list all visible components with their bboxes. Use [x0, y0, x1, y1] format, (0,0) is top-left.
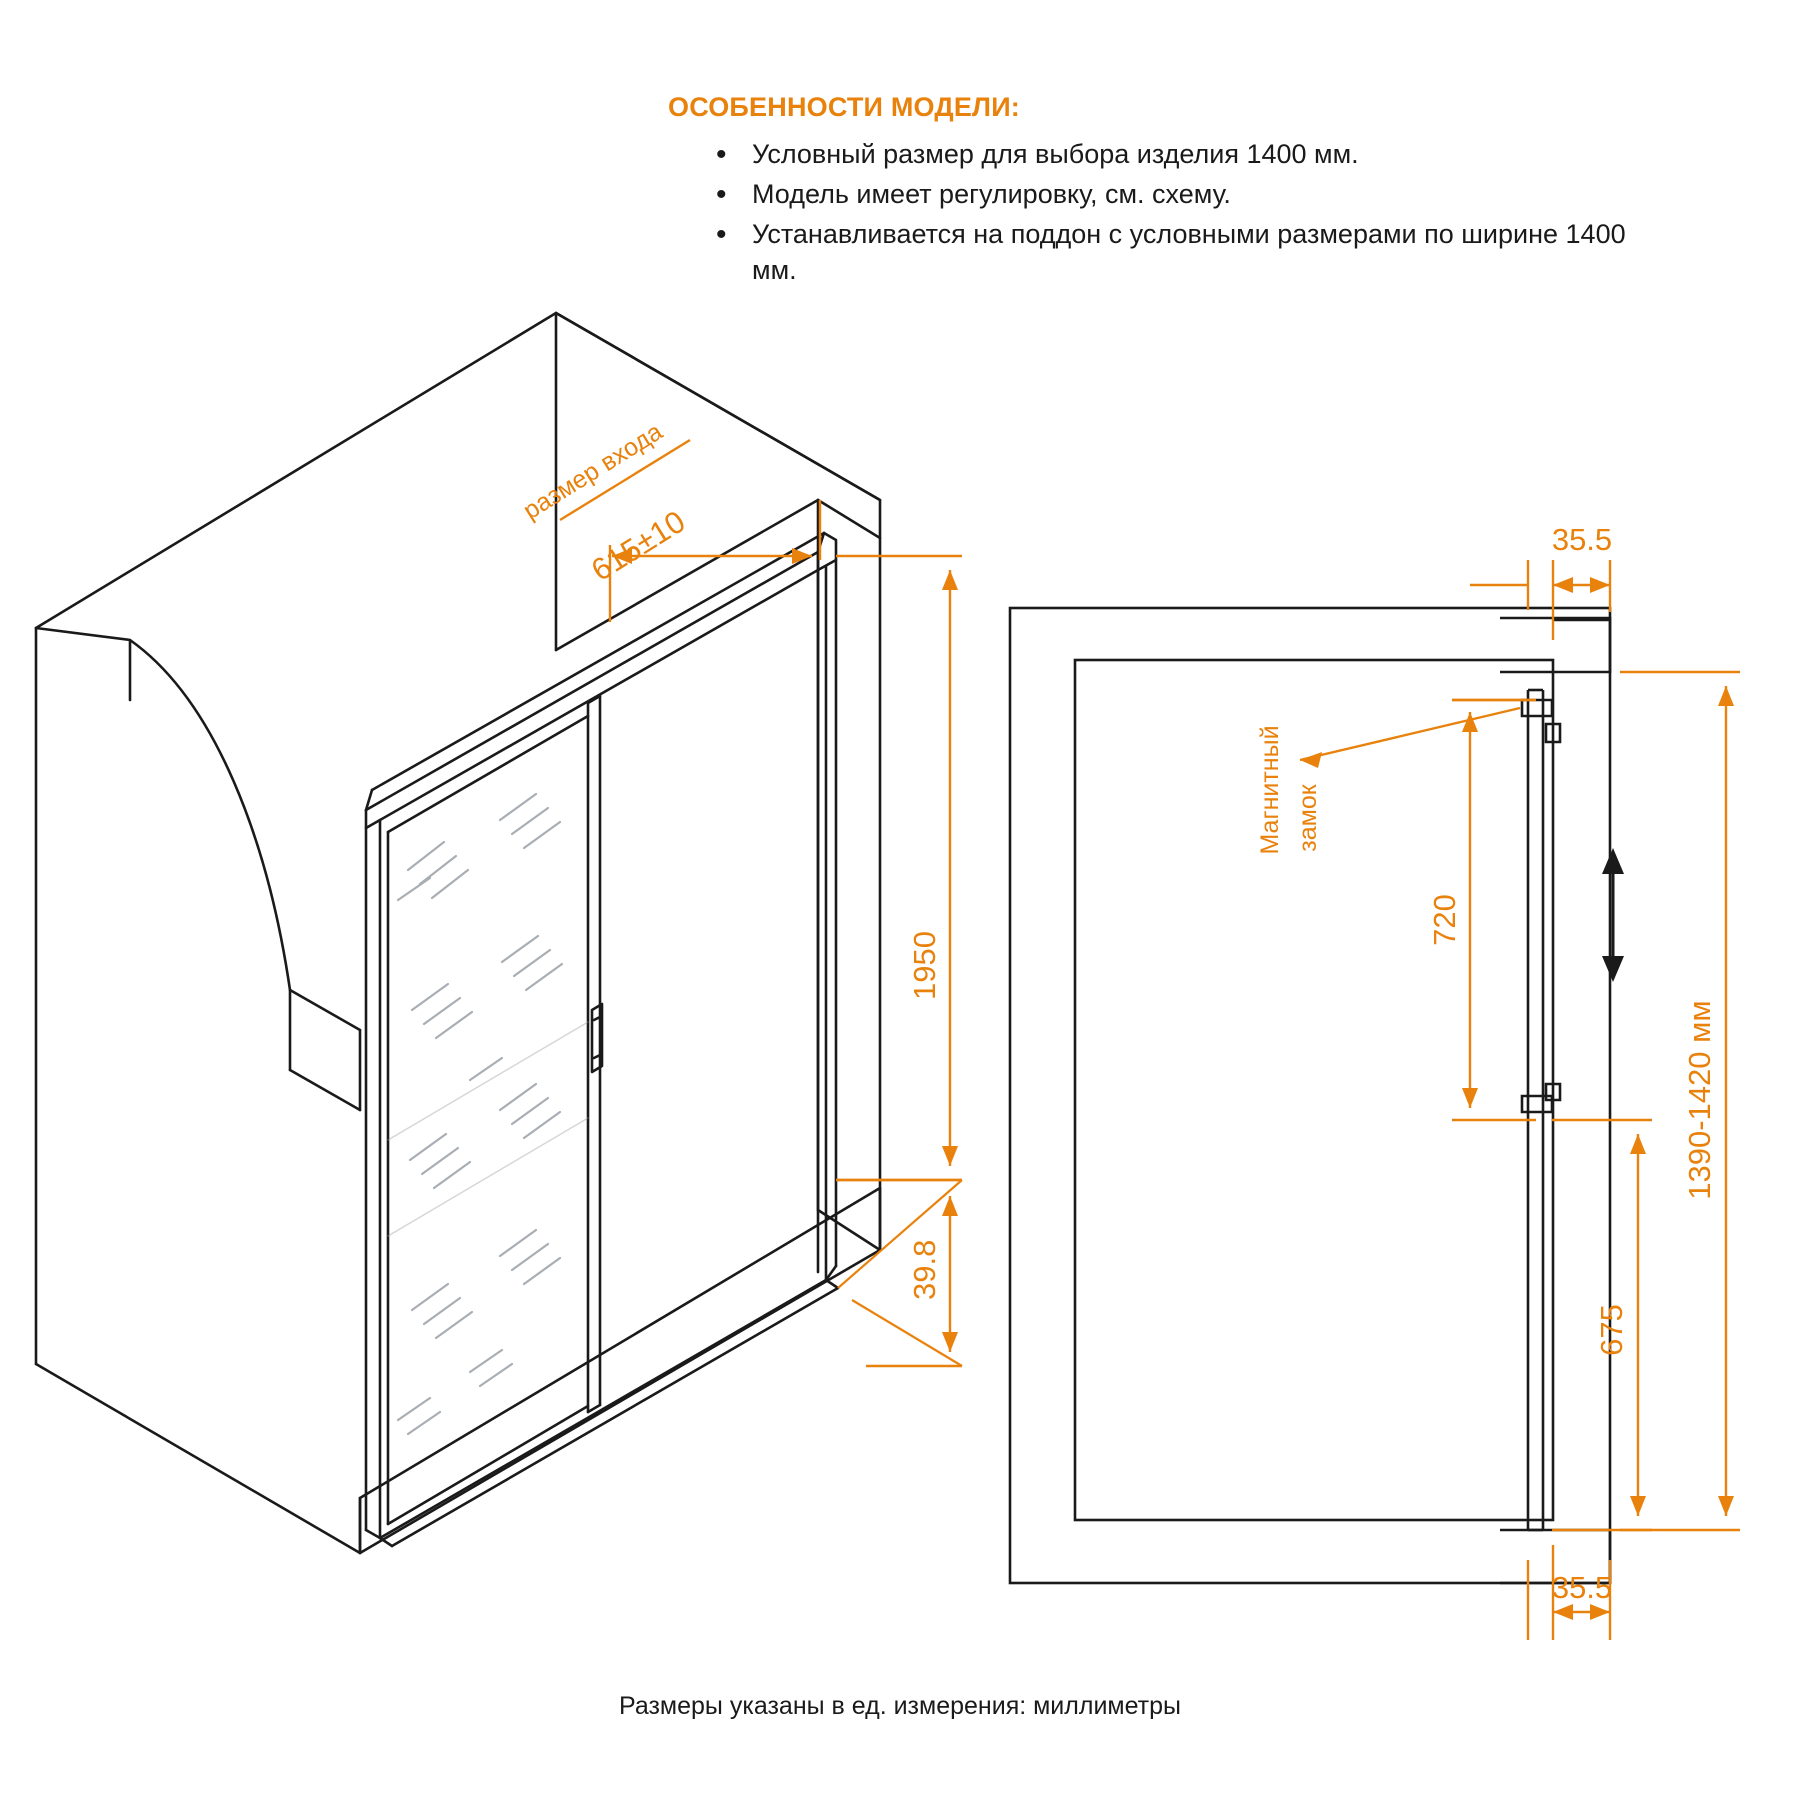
adjustment-arrow — [1602, 848, 1624, 982]
lower-height-value: 675 — [1594, 1304, 1629, 1356]
list-item: • Устанавливается на поддон с условными размерами по ширине 1400 мм. — [708, 217, 1628, 289]
handle-height-value: 720 — [1427, 894, 1462, 946]
magnet-lock-label-1: Магнитный — [1256, 725, 1284, 855]
height-value: 1950 — [907, 931, 942, 1000]
entrance-label: размер входа — [518, 417, 668, 526]
bottom-offset-value: 35.5 — [1551, 1570, 1613, 1605]
left-view-dimensions — [560, 440, 962, 1366]
total-width-value: 1390-1420 мм — [1682, 1000, 1717, 1200]
profile-value: 39.8 — [907, 1239, 942, 1300]
shower-enclosure-iso — [36, 313, 880, 1553]
features-title: ОСОБЕННОСТИ МОДЕЛИ: — [668, 92, 1020, 122]
magnet-lock-label-2: замок — [1294, 784, 1322, 852]
list-item: • Условный размер для выбора изделия 1400 мм. — [708, 137, 1628, 173]
top-offset-value: 35.5 — [1551, 522, 1613, 557]
entrance-width-value: 615±10 — [585, 503, 692, 588]
footnote: Размеры указаны в ед. измерения: миллиметры — [619, 1692, 1181, 1720]
glass-texture — [388, 794, 588, 1434]
right-view-dimensions — [1300, 560, 1740, 1640]
list-item: • Модель имеет регулировку, см. схему. — [708, 177, 1628, 213]
front-elevation-view — [1010, 608, 1610, 1583]
